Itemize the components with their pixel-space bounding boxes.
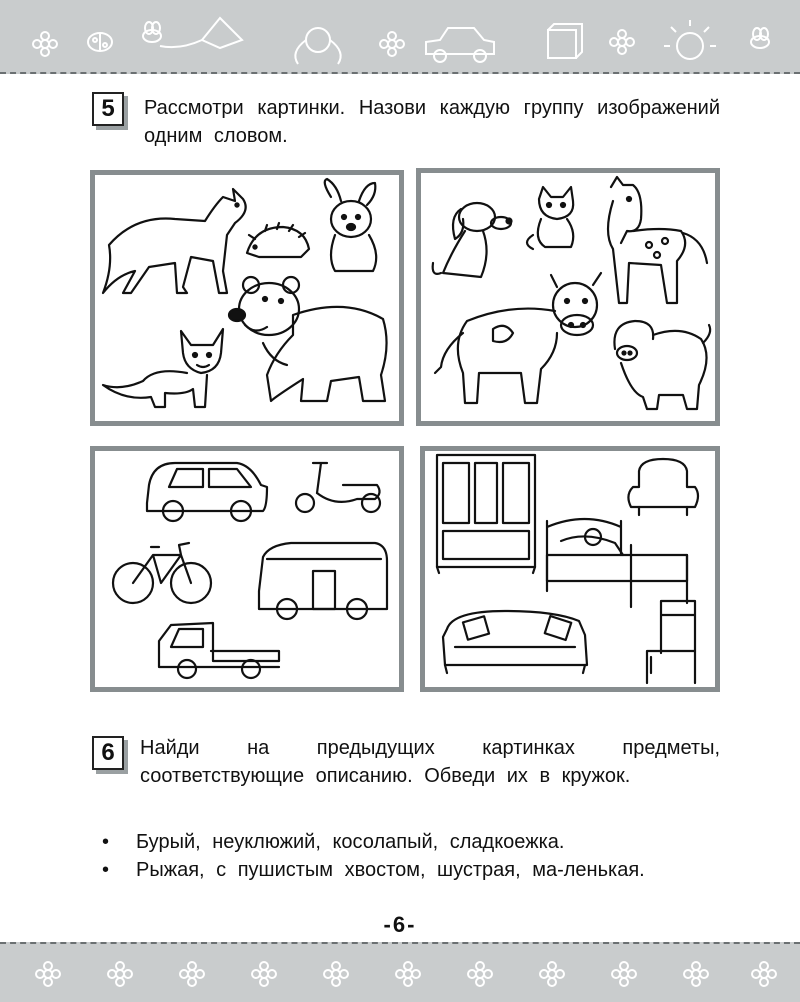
header-decor-band [0,0,800,74]
fox-icon [103,329,223,407]
scooter-icon [296,463,380,512]
horse-icon [608,177,707,303]
armchair-icon [628,459,698,515]
ladybug-icon [88,33,112,51]
flower-icon [180,962,204,986]
footer-flowers [0,944,800,1002]
truck-icon [159,623,279,678]
flower-icon [324,962,348,986]
flower-icon [36,962,60,986]
header-doodles [0,0,800,72]
flower-icon [612,962,636,986]
bicycle-icon [113,543,211,603]
kite-icon [160,18,242,48]
page-number: -6- [383,912,417,937]
task-6-instruction: Найди на предыдущих картинках предметы, соответствующие описанию. Обведи их в кружок. [140,737,720,787]
picture-group-domestic-animals [416,168,720,426]
task-5-number: 5 [92,92,124,126]
toy-car-icon [426,28,494,62]
flower-icon [33,32,57,56]
footer-decor-band [0,942,800,1002]
bus-icon [259,543,387,619]
hare-icon [325,179,376,271]
cat-icon [527,187,573,249]
wolf-icon [103,189,246,293]
flower-icon [540,962,564,986]
flower-icon [252,962,276,986]
bee-icon [143,22,161,42]
task-6-descriptions [96,828,720,884]
hedgehog-icon [247,223,309,257]
flower-icon [380,32,404,56]
picture-group-transport [90,446,404,692]
flower-icon [468,962,492,986]
wardrobe-icon [437,455,535,573]
flower-icon [610,30,634,54]
picture-group-furniture [420,446,720,692]
dog-icon [433,203,512,277]
picture-group-wild-animals [90,170,404,426]
abc-block-icon [548,24,582,58]
pig-icon [614,321,710,409]
description-bear: • Бурый, неуклюжий, косолапый, сладкоежка. [96,828,720,856]
flower-icon [396,962,420,986]
flower-icon [108,962,132,986]
bear-icon [229,277,387,401]
bed-icon [547,519,687,607]
task-6-number: 6 [92,736,124,770]
flower-icon [684,962,708,986]
flower-icon [752,962,776,986]
task-5-instruction: Рассмотри картинки. Назови каждую группу изображений одним словом. [144,97,720,147]
description-fox: • Рыжая, с пушистым хвостом, шустрая, ма-ленькая. [96,856,720,884]
car-icon [147,463,267,521]
bee-icon [751,28,769,48]
cow-icon [435,273,601,403]
sun-icon [664,20,716,59]
sofa-icon [443,611,587,673]
doll-icon [295,28,340,64]
chair-icon [647,601,695,683]
